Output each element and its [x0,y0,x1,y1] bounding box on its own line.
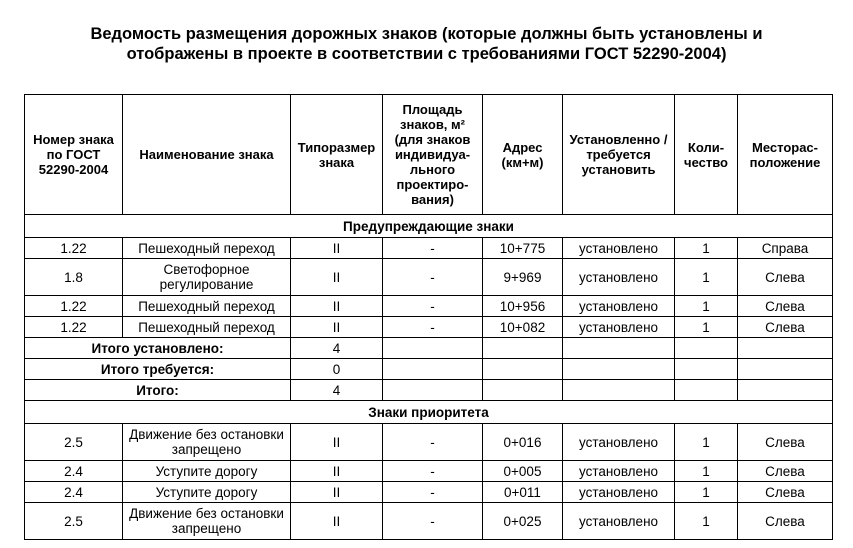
cell-number: 1.22 [25,317,123,338]
cell-number: 1.22 [25,296,123,317]
header-qty: Коли-чество [675,95,738,215]
cell-qty: 1 [675,482,738,503]
cell-number: 1.22 [25,238,123,259]
table-row [25,424,833,461]
cell-location: Слева [738,259,833,296]
table-row [25,296,833,317]
cell-name: Пешеходный переход [123,296,291,317]
cell-size: II [291,503,383,540]
header-area: Площадь знаков, м² (для знаков индивидуа-льного проектиро-вания) [383,95,483,215]
cell-location: Слева [738,317,833,338]
cell-name: Уступите дорогу [123,482,291,503]
cell-name: Светофорное регулирование [123,259,291,296]
total-required-label: Итого требуется: [25,359,291,380]
cell-size: II [291,296,383,317]
total-label: Итого: [25,380,291,401]
cell-name: Пешеходный переход [123,317,291,338]
total-installed-label: Итого установлено: [25,338,291,359]
table-row [25,461,833,482]
cell-area: - [383,482,483,503]
cell-area: - [383,259,483,296]
cell-size: II [291,482,383,503]
cell-address: 9+969 [483,259,563,296]
cell-qty: 1 [675,259,738,296]
cell-status: установлено [563,482,675,503]
cell-qty: 1 [675,424,738,461]
cell-location: Слева [738,503,833,540]
cell-address: 10+082 [483,317,563,338]
cell-number: 2.4 [25,482,123,503]
cell-status: установлено [563,424,675,461]
table-row [25,259,833,296]
cell-name: Движение без остановки запрещено [123,424,291,461]
cell-qty: 1 [675,296,738,317]
cell-number: 2.5 [25,424,123,461]
cell-status: установлено [563,461,675,482]
section-title: Знаки приоритета [25,401,833,424]
cell-name: Движение без остановки запрещено [123,503,291,540]
cell-status: установлено [563,238,675,259]
totals-row [25,359,833,380]
road-signs-table [24,94,833,540]
cell-status: установлено [563,259,675,296]
table-row [25,238,833,259]
cell-status: установлено [563,317,675,338]
header-location: Месторас-положение [738,95,833,215]
table-row [25,503,833,540]
cell-location: Слева [738,482,833,503]
cell-size: II [291,238,383,259]
cell-name: Пешеходный переход [123,238,291,259]
cell-size: II [291,259,383,296]
cell-number: 1.8 [25,259,123,296]
cell-address: 0+016 [483,424,563,461]
cell-area: - [383,317,483,338]
cell-number: 2.4 [25,461,123,482]
cell-location: Справа [738,238,833,259]
cell-status: установлено [563,296,675,317]
cell-number: 2.5 [25,503,123,540]
cell-address: 0+025 [483,503,563,540]
table-row [25,482,833,503]
total-installed-value: 4 [291,338,383,359]
cell-address: 0+011 [483,482,563,503]
cell-area: - [383,424,483,461]
header-size: Типоразмер знака [291,95,383,215]
cell-location: Слева [738,424,833,461]
cell-qty: 1 [675,238,738,259]
total-required-value: 0 [291,359,383,380]
total-value: 4 [291,380,383,401]
document-title [0,24,853,64]
header-name: Наименование знака [123,95,291,215]
header-number: Номер знака по ГОСТ 52290-2004 [25,95,123,215]
cell-location: Слева [738,296,833,317]
cell-address: 0+005 [483,461,563,482]
cell-size: II [291,461,383,482]
section-row [25,215,833,238]
section-row [25,401,833,424]
cell-qty: 1 [675,461,738,482]
cell-area: - [383,503,483,540]
cell-status: установлено [563,503,675,540]
header-status: Установленно / требуется установить [563,95,675,215]
header-address: Адрес (км+м) [483,95,563,215]
totals-row [25,338,833,359]
cell-address: 10+956 [483,296,563,317]
totals-row [25,380,833,401]
table-row [25,317,833,338]
cell-area: - [383,296,483,317]
cell-name: Уступите дорогу [123,461,291,482]
title-line-1: Ведомость размещения дорожных знаков (которые должны быть установлены и [90,25,763,43]
title-line-2: отображены в проекте в соответствии с требованиями ГОСТ 52290-2004) [126,45,727,63]
cell-qty: 1 [675,317,738,338]
cell-address: 10+775 [483,238,563,259]
cell-size: II [291,317,383,338]
cell-area: - [383,461,483,482]
cell-location: Слева [738,461,833,482]
cell-area: - [383,238,483,259]
section-title: Предупреждающие знаки [25,215,833,238]
cell-size: II [291,424,383,461]
header-row [25,95,833,215]
cell-qty: 1 [675,503,738,540]
